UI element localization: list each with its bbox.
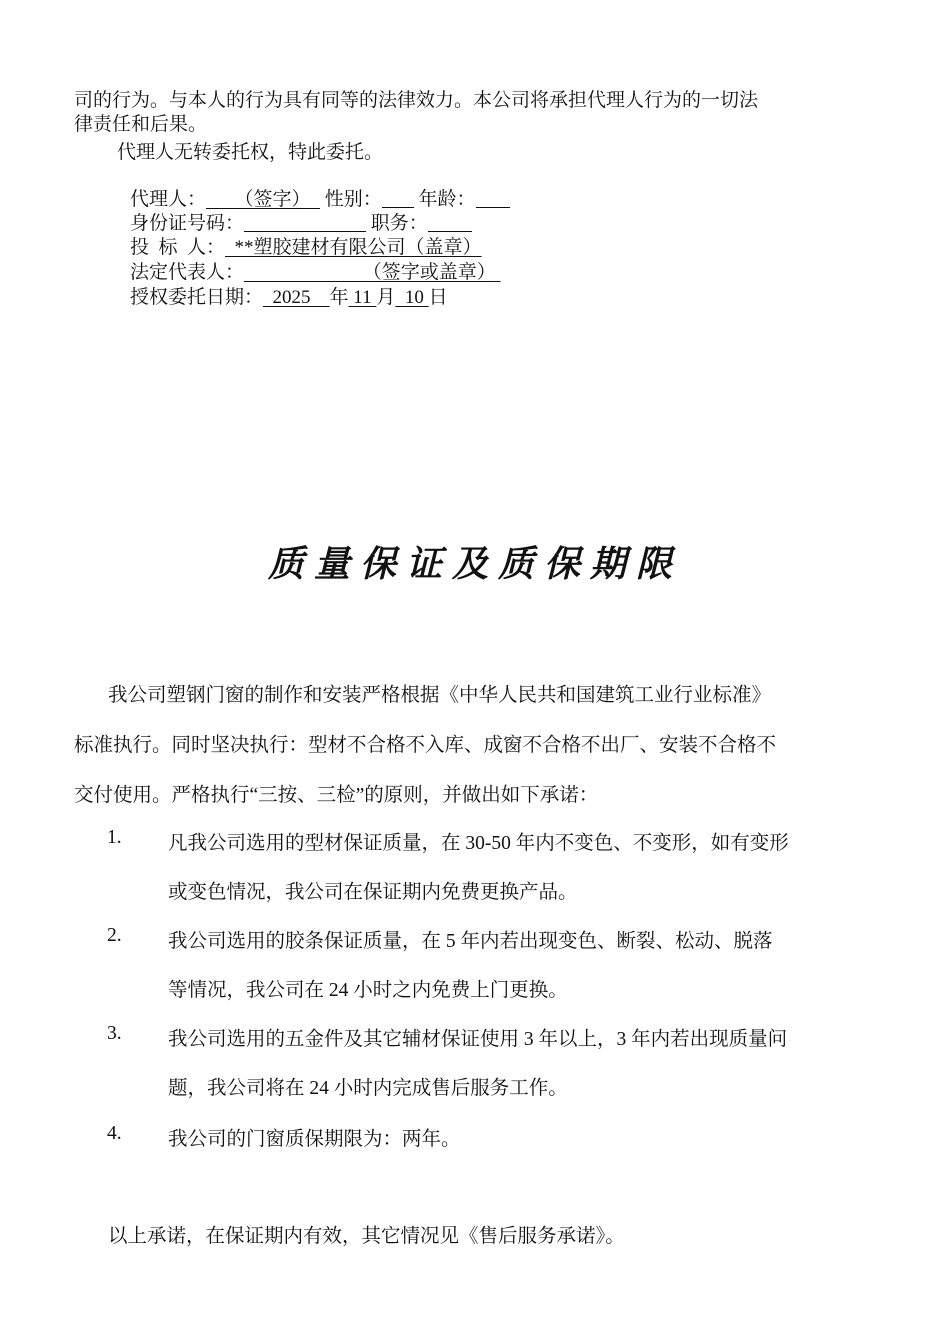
list-item-text: 题，我公司将在 24 小时内完成售后服务工作。: [168, 1078, 568, 1099]
agent-sign-field: （签字）: [234, 189, 311, 210]
position-label: 职务：: [370, 213, 428, 234]
agent-label: 代理人：: [130, 189, 207, 210]
age-blank: [476, 189, 510, 208]
closing-text: 以上承诺，在保证期内有效，其它情况见《售后服务承诺》。: [108, 1226, 625, 1247]
legal-rep-label: 法定代表人：: [130, 262, 245, 283]
day-value: 10: [404, 287, 424, 308]
list-item-text: 凡我公司选用的型材保证质量，在 30-50 年内不变色、不变形，如有变形: [168, 833, 789, 854]
list-item-number: 4.: [107, 1123, 122, 1144]
month-value: 11: [353, 287, 372, 308]
list-item-text: 我公司选用的五金件及其它辅材保证使用 3 年以上，3 年内若出现质量问: [168, 1029, 788, 1050]
year-value: 2025: [272, 287, 311, 308]
list-item-number: 1.: [107, 827, 122, 848]
date-row: [130, 286, 448, 310]
id-label: 身份证号码：: [130, 213, 245, 234]
bidder-label: 投 标 人：: [130, 237, 226, 258]
list-item-text: 等情况，我公司在 24 小时之内免费上门更换。: [168, 980, 568, 1001]
list-item-number: 3.: [107, 1023, 122, 1044]
gender-label: 性别：: [324, 189, 382, 210]
auth-text-line: 司的行为。与本人的行为具有同等的法律效力。本公司将承担代理人行为的一切法: [74, 90, 759, 111]
list-item-number: 2.: [107, 925, 122, 946]
auth-text-line: 律责任和后果。: [74, 114, 208, 135]
position-blank: [428, 213, 472, 232]
legal-rep-row: [130, 261, 501, 285]
date-label: 授权委托日期：: [130, 287, 264, 308]
id-row: [130, 212, 472, 236]
bidder-row: [130, 236, 482, 260]
section-title: 质量保证及质保期限: [267, 543, 682, 585]
month-unit: 月: [376, 287, 396, 308]
list-item-text: 或变色情况，我公司在保证期内免费更换产品。: [168, 882, 578, 903]
agent-row: [130, 188, 510, 212]
intro-line: 我公司塑钢门窗的制作和安装严格根据《中华人民共和国建筑工业行业标准》: [108, 685, 772, 706]
legal-rep-field: （签字或盖章）: [362, 262, 496, 283]
gender-blank: [382, 189, 414, 208]
id-blank: [244, 213, 366, 232]
bidder-value: **塑胶建材有限公司（盖章）: [234, 237, 482, 258]
list-item-text: 我公司的门窗质保期限为：两年。: [168, 1129, 461, 1150]
auth-text-line: 代理人无转委托权，特此委托。: [117, 142, 384, 163]
intro-line: 标准执行。同时坚决执行：型材不合格不入库、成窗不合格不出厂、安装不合格不: [74, 735, 777, 756]
year-unit: 年: [329, 287, 349, 308]
list-item-text: 我公司选用的胶条保证质量，在 5 年内若出现变色、断裂、松动、脱落: [168, 931, 773, 952]
age-label: 年龄：: [418, 189, 476, 210]
intro-line: 交付使用。严格执行“三按、三检”的原则，并做出如下承诺：: [74, 785, 599, 806]
day-unit: 日: [428, 287, 448, 308]
